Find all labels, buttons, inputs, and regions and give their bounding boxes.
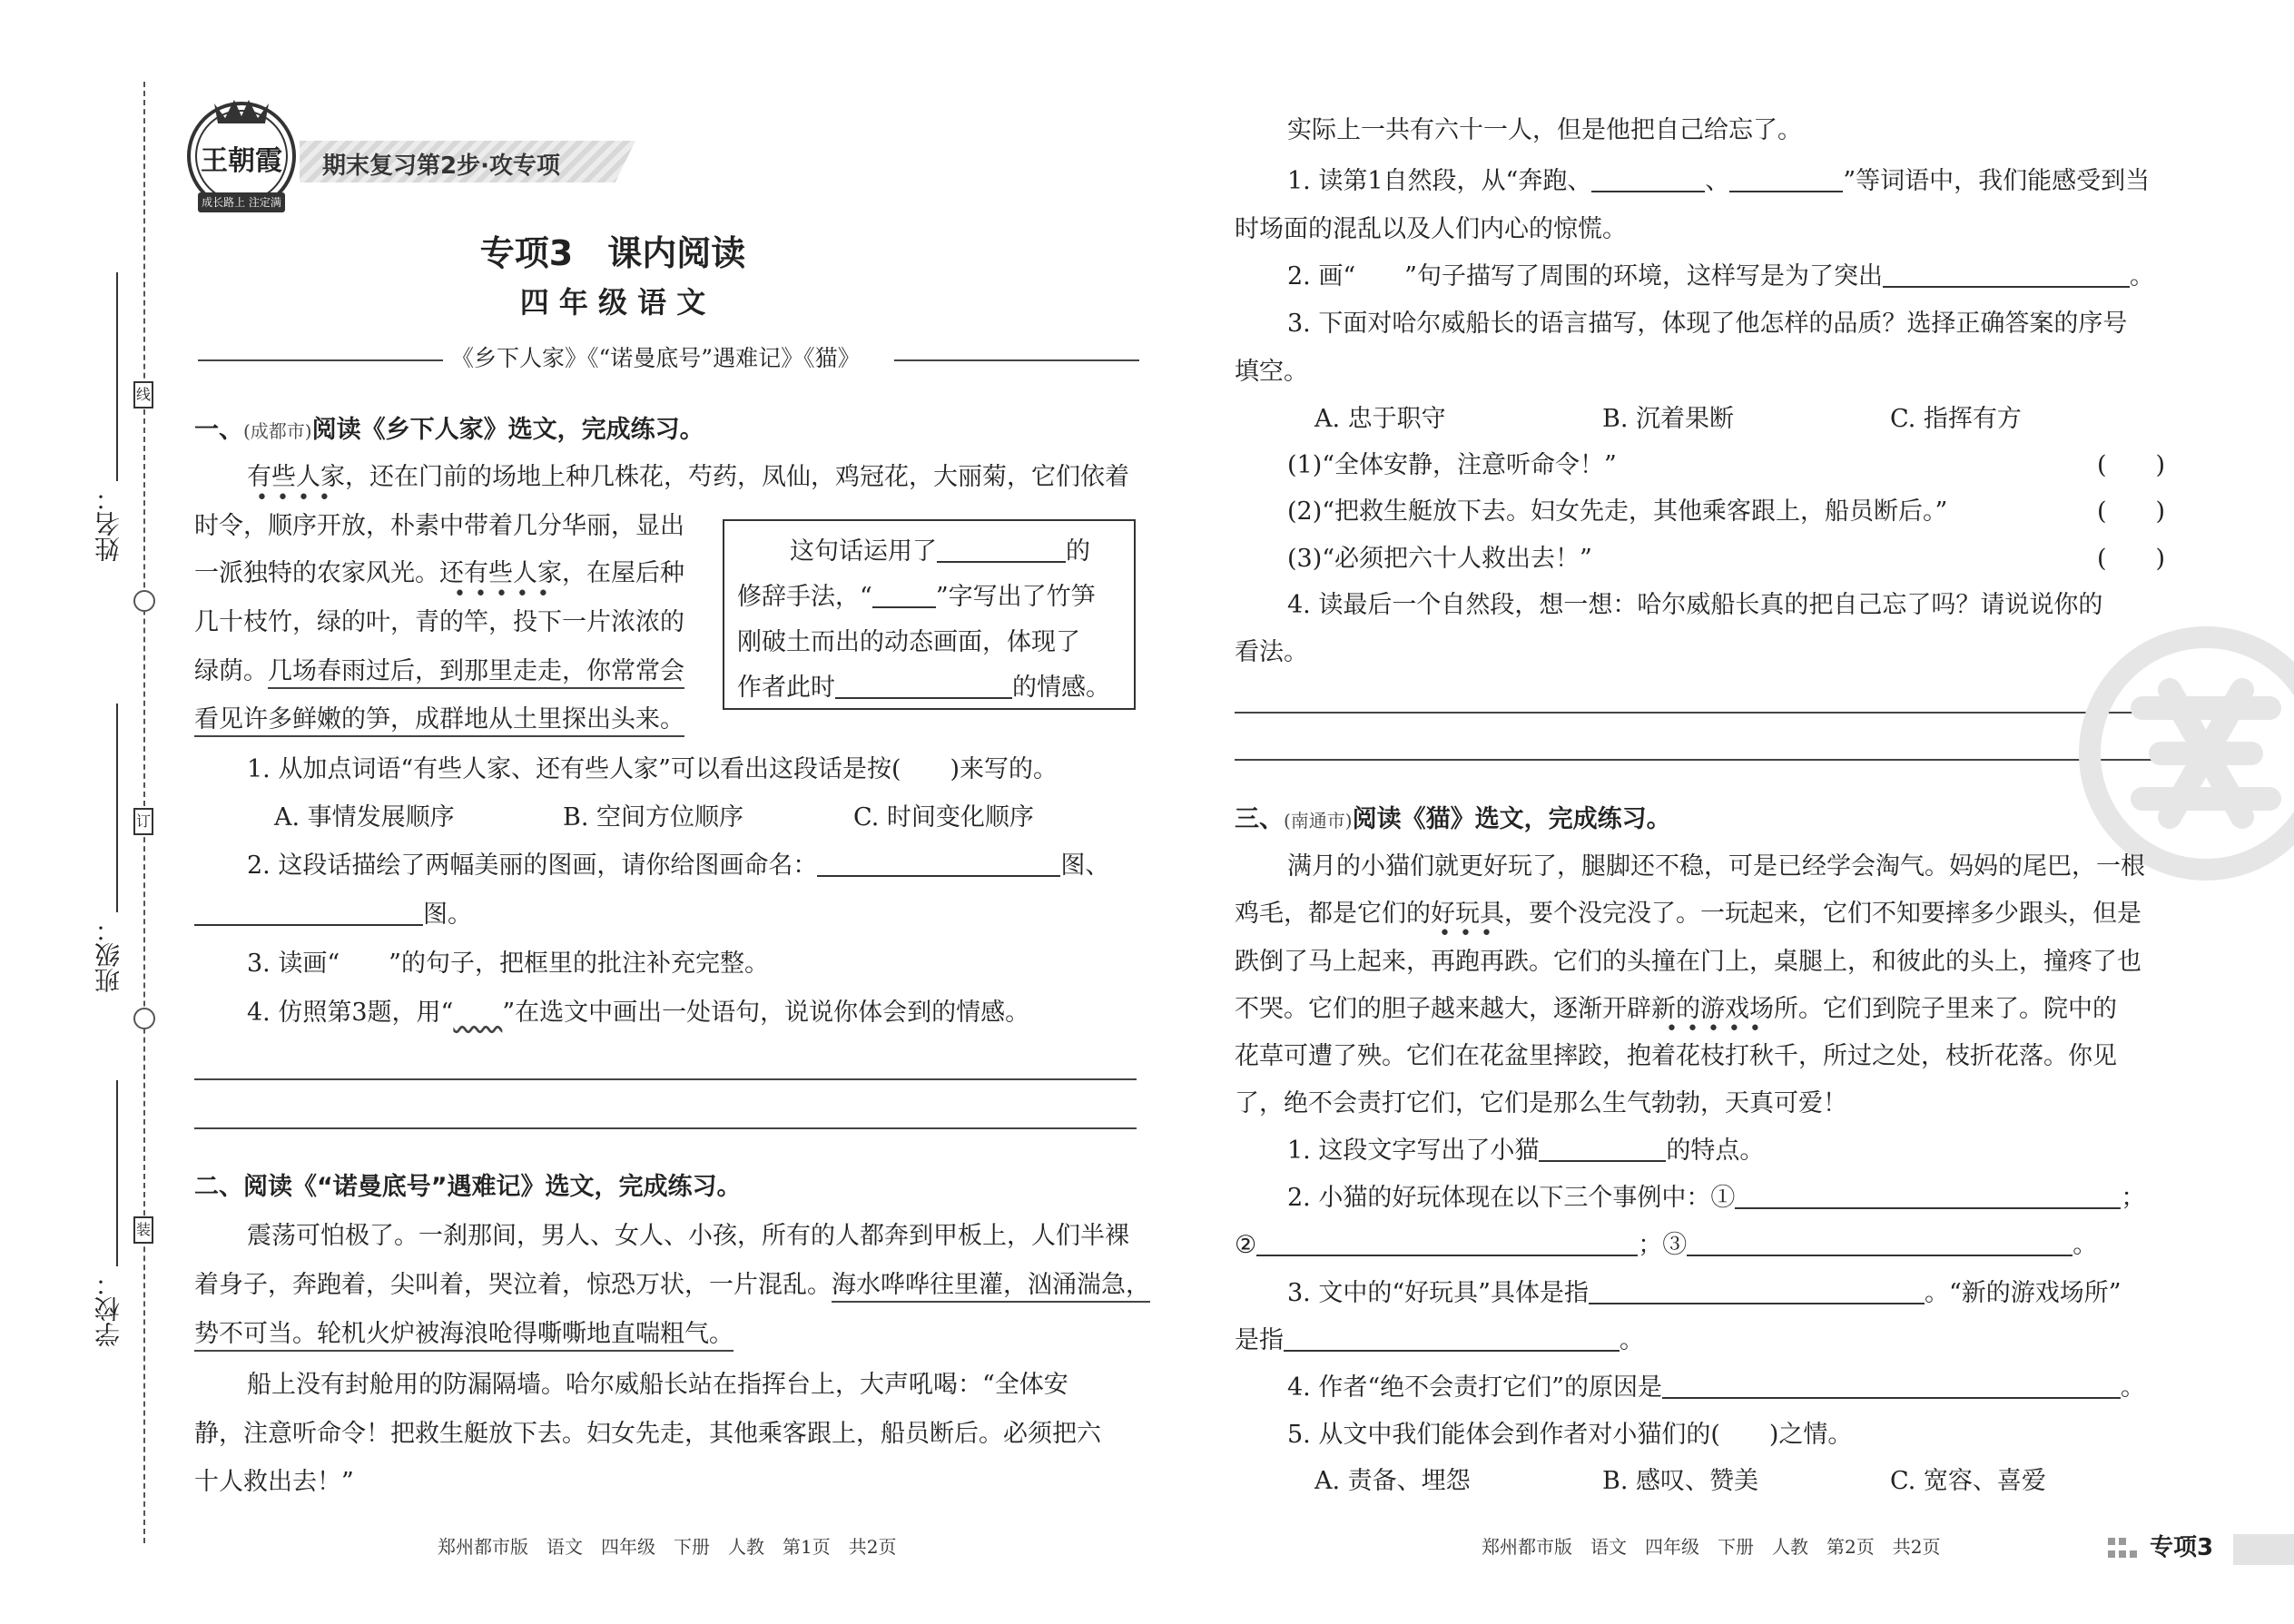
s3-question4: 4. 作者“绝不会责打它们”的原因是 。 bbox=[1287, 1373, 2145, 1402]
s3-question5: 5. 从文中我们能体会到作者对小猫们的( )之情。 bbox=[1287, 1421, 1853, 1449]
s2-sub1: (1)“全体安静，注意听命令！” bbox=[1287, 451, 1617, 479]
s3-question1: 1. 这段文字写出了小猫 的特点。 bbox=[1287, 1137, 1765, 1165]
cut-mark-bind: 装 bbox=[133, 1216, 153, 1244]
passage1-line3: 一派独特的农家风光。还有些人家，在屋后种 bbox=[194, 559, 684, 587]
school-field[interactable] bbox=[116, 1080, 118, 1266]
passage2-line3: 势不可当。轮机火炉被海浪呛得嘶嘶地直喘粗气。 bbox=[194, 1320, 733, 1349]
passage1-line1: 有些人家，还在门前的场地上种几株花，芍药，凤仙，鸡冠花，大丽菊，它们依着 bbox=[247, 463, 1129, 491]
page-title: 专项3 课内阅读 bbox=[479, 233, 746, 273]
s2-option-a[interactable]: A. 忠于职守 bbox=[1314, 405, 1446, 433]
passage3-line3: 跌倒了马上起来，再跑再跌。它们的头撞在门上，桌腿上，和彼此的头上，撞疼了也 bbox=[1235, 948, 2141, 976]
tag-bar bbox=[2233, 1534, 2294, 1565]
passage3-line4: 不哭。它们的胆子越来越大，逐渐开辟新的游戏场所。它们到院子里来了。院中的 bbox=[1235, 995, 2117, 1023]
cut-mark-line: 线 bbox=[133, 381, 153, 408]
s2-sub3-answer[interactable]: ( ) bbox=[2097, 545, 2166, 573]
verb-blank[interactable] bbox=[872, 583, 936, 608]
annotation-line4: 作者此时 的情感。 bbox=[737, 674, 1110, 702]
s3-option-a[interactable]: A. 责备、埋怨 bbox=[1314, 1467, 1471, 1495]
binding-hole bbox=[133, 1008, 155, 1029]
answer-line[interactable] bbox=[1235, 712, 2175, 714]
s1-q1-option-a[interactable]: A. 事情发展顺序 bbox=[274, 803, 455, 832]
s2-question1-cont: 时场面的混乱以及人们内心的惊慌。 bbox=[1235, 215, 1627, 243]
s2-question3: 3. 下面对哈尔威船长的语言描写，体现了他怎样的品质？选择正确答案的序号 bbox=[1287, 310, 2128, 338]
passage1-line4: 几十枝竹，绿的叶，青的竿，投下一片浓浓的 bbox=[194, 608, 684, 636]
picture-name-blank[interactable] bbox=[194, 901, 423, 926]
s2-option-b[interactable]: B. 沉着果断 bbox=[1602, 405, 1735, 433]
s2-option-c[interactable]: C. 指挥有方 bbox=[1890, 405, 2022, 433]
s1-question2-cont: 图。 bbox=[194, 901, 472, 930]
passage3-line2: 鸡毛，都是它们的好玩具，要个没完没了。一玩起来，它们不知要摔多少跟头，但是 bbox=[1235, 900, 2141, 928]
s2-sub1-answer[interactable]: ( ) bbox=[2097, 451, 2166, 479]
page-subtitle: 四 年 级 语 文 bbox=[519, 285, 706, 320]
annotation-line3: 刚破土而出的动态画面，体现了 bbox=[737, 628, 1080, 656]
example-blank[interactable] bbox=[1687, 1231, 2072, 1256]
passage2-line2: 着身子，奔跑着，尖叫着，哭泣着，惊恐万状，一片混乱。海水哗哗往里灌，汹涌湍急， bbox=[194, 1271, 1150, 1300]
passage1-line2: 时令，顺序开放，朴素中带着几分华丽，显出 bbox=[194, 512, 684, 540]
passage1-line5: 绿荫。几场春雨过后，到那里走走，你常常会 bbox=[194, 657, 684, 686]
watermark-stamp bbox=[2079, 626, 2294, 881]
section3-heading: 三、(南通市)阅读《猫》选文，完成练习。 bbox=[1235, 805, 1671, 833]
s3-question3: 3. 文中的“好玩具”具体是指 。“新的游戏场所” bbox=[1287, 1279, 2122, 1307]
emphasis-dots: ••• bbox=[1439, 922, 1501, 945]
section2-heading: 二、阅读《“诺曼底号”遇难记》选文，完成练习。 bbox=[194, 1173, 742, 1201]
footer-left: 郑州都市版 语文 四年级 下册 人教 第1页 共2页 bbox=[438, 1536, 897, 1558]
school-label: 学校： bbox=[94, 1271, 123, 1347]
binding-hole bbox=[133, 590, 155, 612]
cut-mark-order: 订 bbox=[133, 808, 153, 835]
annotation-line2: 修辞手法，“ ”字写出了竹笋 bbox=[737, 583, 1096, 611]
emphasis-dots: ••••• bbox=[1666, 1018, 1770, 1040]
texts-rule-right bbox=[894, 359, 1139, 361]
trait-blank[interactable] bbox=[1539, 1137, 1666, 1162]
passage3-line6: 了，绝不会责打它们，它们是那么生气勃勃，天真可爱！ bbox=[1235, 1089, 1847, 1117]
emotion-blank[interactable] bbox=[835, 674, 1012, 699]
s3-option-c[interactable]: C. 宽容、喜爱 bbox=[1890, 1467, 2046, 1495]
footer-right: 郑州都市版 语文 四年级 下册 人教 第2页 共2页 bbox=[1482, 1536, 1941, 1558]
stage-banner: 期末复习第2步·攻专项 bbox=[322, 153, 560, 180]
passage2-line1: 震荡可怕极了。一刹那间，男人、女人、小孩，所有的人都奔到甲板上，人们半裸 bbox=[247, 1222, 1129, 1250]
passage2-line6: 十人救出去！” bbox=[194, 1468, 354, 1496]
answer-line[interactable] bbox=[194, 1078, 1137, 1080]
word-blank[interactable] bbox=[1729, 167, 1843, 192]
class-field[interactable] bbox=[116, 704, 118, 912]
toy-blank[interactable] bbox=[1589, 1279, 1925, 1304]
picture-name-blank[interactable] bbox=[817, 851, 1060, 877]
logo-slogan: 成长路上 注定满天 bbox=[202, 196, 281, 224]
section1-heading: 一、(成都市)阅读《乡下人家》选文，完成练习。 bbox=[194, 416, 704, 444]
s2-question2: 2. 画“ ”句子描写了周围的环境，这样写是为了突出 。 bbox=[1287, 262, 2154, 290]
emphasis-dots: ••••• bbox=[454, 583, 558, 605]
s3-option-b[interactable]: B. 感叹、赞美 bbox=[1602, 1467, 1759, 1495]
s3-question2-cont: ② ；③ 。 bbox=[1235, 1231, 2098, 1259]
brand-logo bbox=[178, 91, 305, 224]
passage2-line5: 静，注意听命令！把救生艇放下去。妇女先走，其他乘客跟上，船员断后。必须把六 bbox=[194, 1420, 1101, 1448]
passage2-line4: 船上没有封舱用的防漏隔墙。哈尔威船长站在指挥台上，大声吼喝：“全体安 bbox=[247, 1371, 1068, 1399]
reason-blank[interactable] bbox=[1662, 1373, 2121, 1399]
s2-question4-cont: 看法。 bbox=[1235, 638, 1308, 666]
s1-q1-option-c[interactable]: C. 时间变化顺序 bbox=[853, 803, 1034, 832]
texts-rule-left bbox=[198, 359, 443, 361]
s2-sub2: (2)“把救生艇放下去。妇女先走，其他乘客跟上，船员断后。” bbox=[1287, 497, 1948, 526]
s3-question2: 2. 小猫的好玩体现在以下三个事例中：① ； bbox=[1287, 1184, 2146, 1212]
purpose-blank[interactable] bbox=[1883, 262, 2130, 288]
emphasis-dots: •••• bbox=[256, 487, 340, 509]
s2-sub3: (3)“必须把六十人救出去！” bbox=[1287, 545, 1592, 573]
s2-question3-cont: 填空。 bbox=[1235, 358, 1308, 386]
logo-text: 王朝霞 bbox=[201, 145, 282, 177]
s1-question1: 1. 从加点词语“有些人家、还有些人家”可以看出这段话是按( )来写的。 bbox=[247, 755, 1058, 783]
section-tag: 专项3 bbox=[2150, 1534, 2214, 1561]
s1-question4: 4. 仿照第3题，用“ ”在选文中画出一处语句，说说你体会到的情感。 bbox=[247, 999, 1030, 1027]
s1-question3: 3. 读画“ ”的句子，把框里的批注补充完整。 bbox=[247, 950, 769, 978]
passage1-line6: 看见许多鲜嫩的笋，成群地从土里探出头来。 bbox=[194, 705, 684, 734]
s3-question3-cont: 是指 。 bbox=[1235, 1326, 1644, 1354]
rhetoric-blank[interactable] bbox=[937, 537, 1066, 563]
passage3-line5: 花草可遭了殃。它们在花盆里摔跤，抱着花枝打秋千，所过之处，枝折花落。你见 bbox=[1235, 1042, 2117, 1070]
s2-question4: 4. 读最后一个自然段，想一想：哈尔威船长真的把自己忘了吗？请说说你的 bbox=[1287, 591, 2103, 619]
answer-line[interactable] bbox=[1235, 759, 2175, 761]
passage2-line7: 实际上一共有六十一人，但是他把自己给忘了。 bbox=[1287, 116, 1802, 144]
word-blank[interactable] bbox=[1591, 167, 1705, 192]
example-blank[interactable] bbox=[1735, 1184, 2121, 1209]
s1-question2: 2. 这段话描绘了两幅美丽的图画，请你给图画命名： 图、 bbox=[247, 851, 1110, 880]
texts-list: 《乡下人家》《“诺曼底号”遇难记》《猫》 bbox=[451, 345, 861, 371]
name-label: 姓名： bbox=[94, 486, 123, 562]
s2-question1: 1. 读第1自然段，从“奔跑、 、 ”等词语中，我们能感受到当 bbox=[1287, 167, 2151, 195]
s1-q1-option-b[interactable]: B. 空间方位顺序 bbox=[563, 803, 744, 832]
corner-marker bbox=[2108, 1536, 2141, 1563]
class-label: 班级： bbox=[94, 917, 123, 993]
answer-line[interactable] bbox=[194, 1127, 1137, 1129]
s2-sub2-answer[interactable]: ( ) bbox=[2097, 497, 2166, 526]
passage3-line1: 满月的小猫们就更好玩了，腿脚还不稳，可是已经学会淘气。妈妈的尾巴，一根 bbox=[1287, 852, 2145, 881]
place-blank[interactable] bbox=[1284, 1326, 1620, 1352]
annotation-line1: 这句话运用了 的 bbox=[790, 537, 1090, 566]
example-blank[interactable] bbox=[1256, 1231, 1638, 1256]
